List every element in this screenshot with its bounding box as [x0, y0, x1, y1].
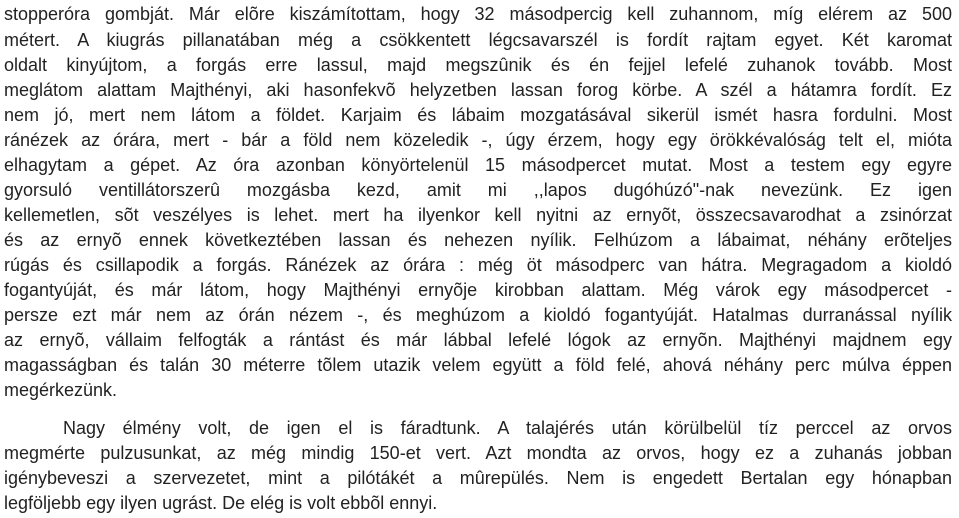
text-line: magasságban és talán 30 méterre tõlem utazik velem együtt a föld felé, ahová néhány perc múlva éppen: [4, 355, 952, 375]
text-line: legföljebb egy ilyen ugrást. De elég is volt ebbõl ennyi.: [4, 493, 438, 513]
text-line: gyorsuló ventillátorszerû mozgásba kezd, amit mi ,,lapos dugóhúzó"-nak nevezünk. Ez igen: [4, 180, 952, 200]
text-line: persze ezt már nem az órán nézem -, és meghúzom a kioldó fogantyúját. Hatalmas durranással nyílik: [4, 305, 952, 325]
text-line: elhagytam a gépet. Az óra azonban könyörtelenül 15 másodpercet mutat. Most a testem egy egyre: [4, 155, 952, 175]
text-line: métert. A kiugrás pillanatában még a csökkentett légcsavarszél is fordít rajtam egyet. Két karomat: [4, 30, 952, 50]
text-line: ránézek az órára, mert - bár a föld nem közeledik -, úgy érzem, hogy egy örökkévalóság telt el, mióta: [4, 130, 952, 150]
text-line: igénybeveszi a szervezetet, mint a pilótákét a mûrepülés. Nem is engedett Bertalan egy hónapban: [4, 468, 952, 488]
text-line: fogantyúját, és már látom, hogy Majthényi ernyõje kirobban alattam. Még várok egy másodpercet -: [4, 280, 952, 300]
text-line: stopperóra gombját. Már elõre kiszámítottam, hogy 32 másodpercig kell zuhannom, míg elérem az 500: [4, 4, 952, 24]
text-line: megérkezünk.: [4, 380, 118, 400]
text-line: rúgás és csillapodik a forgás. Ránézek az órára : még öt másodperc van hátra. Megragadom a kioldó: [4, 255, 952, 275]
text-line: nem jó, mert nem látom a földet. Karjaim és lábaim mozgatásával sikerül ismét hasra fordulni. Most: [4, 105, 952, 125]
text-line: meglátom alattam Majthényi, aki hasonfekvõ helyzetben lassan forog körbe. A szél a hátamra fordít. Ez: [4, 80, 952, 100]
text-line: kellemetlen, sõt veszélyes is lehet. mert ha ilyenkor kell nyitni az ernyõt, összecsavarodhat a zsinórzat: [4, 205, 952, 225]
text-line: oldalt kinyújtom, a forgás erre lassul, majd megszûnik és én fejjel lefelé zuhanok tovább. Most: [4, 55, 952, 75]
text-line: és az ernyõ ennek következtében lassan és nehezen nyílik. Felhúzom a lábaimat, néhány erõteljes: [4, 230, 952, 250]
text-line: Nagy élmény volt, de igen el is fáradtunk. A talajérés után körülbelül tíz perccel az orvos: [63, 418, 952, 438]
text-line: megmérte pulzusunkat, az még mindig 150-et vert. Azt mondta az orvos, hogy ez a zuhanás jobban: [4, 443, 952, 463]
text-line: az ernyõ, vállaim felfogták a rántást és már lábbal lefelé lógok az ernyõn. Majthényi majdnem egy: [4, 330, 952, 350]
